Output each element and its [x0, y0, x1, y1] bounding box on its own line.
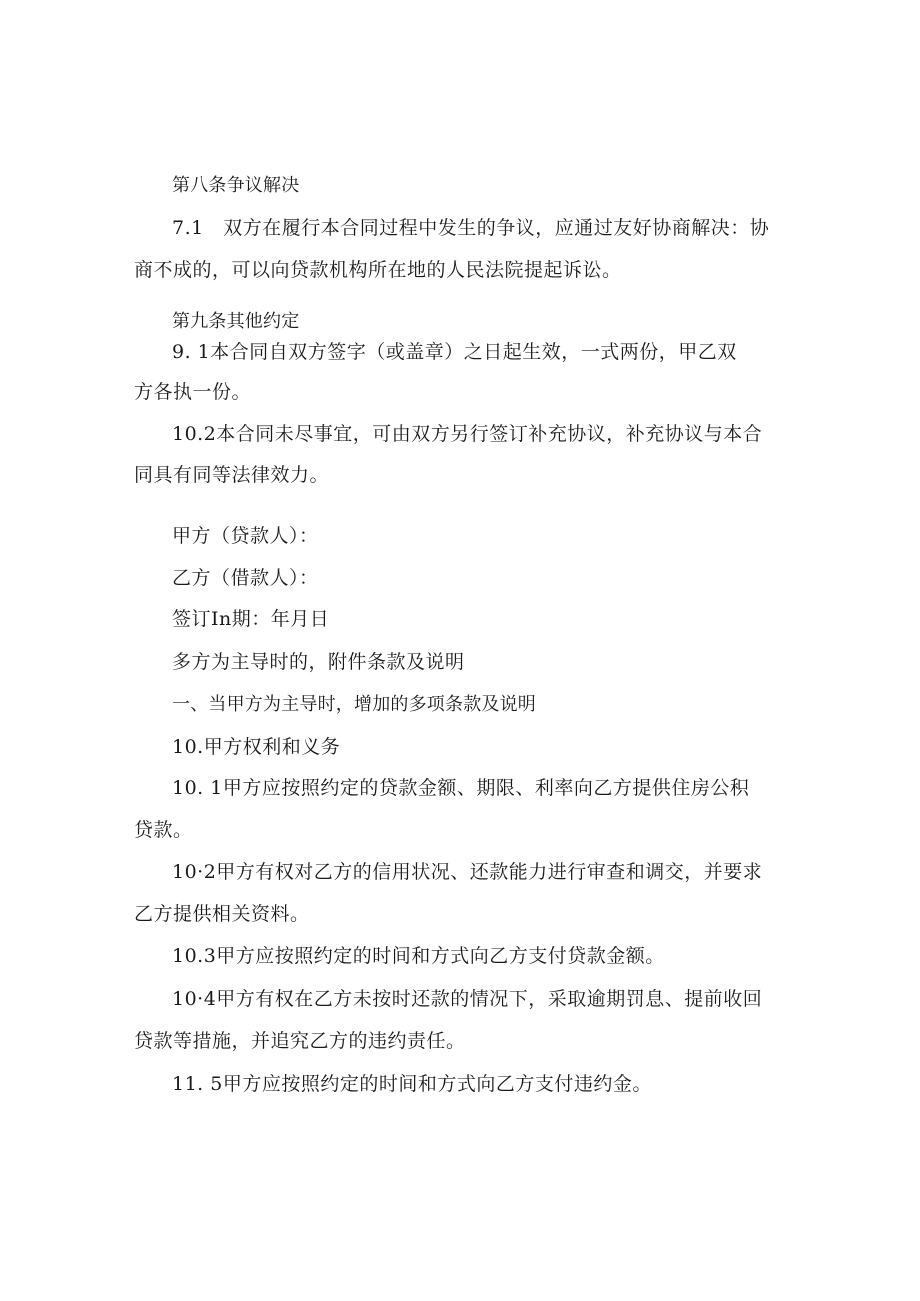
appendix-subheading: 10.甲方权利和义务 — [172, 736, 341, 758]
clause-10-1-line-2: 贷款。 — [134, 819, 193, 841]
article-8-paragraph-line-2: 商不成的，可以向贷款机构所在地的人民法院提起诉讼。 — [134, 259, 622, 281]
article-9-paragraph-2-line-2: 同具有同等法律效力。 — [134, 464, 330, 486]
party-b-signature-line: 乙方（借款人）： — [172, 567, 319, 589]
article-9-paragraph-2-line-1: 10.2本合同未尽事宜，可由双方另行签订补充协议，补充协议与本合 — [172, 423, 763, 445]
article-8-paragraph-line-1: 7.1 双方在履行本合同过程中发生的争议，应通过友好协商解决：协 — [172, 217, 770, 239]
clause-10-4-line-1: 10·4甲方有权在乙方未按时还款的情况下，采取逾期罚息、提前收回 — [172, 988, 763, 1010]
article-9-paragraph-1-line-1: 9. 1本合同自双方签字（或盖章）之日起生效，一式两份，甲乙双 — [172, 341, 737, 363]
clause-10-2-line-1: 10·2甲方有权对乙方的信用状况、还款能力进行审查和调交，并要求 — [172, 861, 763, 883]
appendix-section-heading: 一、当甲方为主导时，增加的多项条款及说明 — [172, 694, 536, 715]
article-9-heading: 第九条其他约定 — [172, 311, 300, 332]
clause-10-4-line-2: 贷款等措施，并追究乙方的违约责任。 — [134, 1030, 466, 1052]
clause-10-1-line-1: 10. 1甲方应按照约定的贷款金额、期限、利率向乙方提供住房公积 — [172, 777, 750, 799]
clause-10-3-line-1: 10.3甲方应按照约定的时间和方式向乙方支付贷款金额。 — [172, 945, 665, 967]
clause-10-2-line-2: 乙方提供相关资料。 — [134, 903, 310, 925]
appendix-intro: 多方为主导时的，附件条款及说明 — [172, 651, 465, 673]
party-a-signature-line: 甲方（贷款人）： — [172, 525, 319, 547]
clause-11-5-line-1: 11. 5甲方应按照约定的时间和方式向乙方支付违约金。 — [172, 1073, 652, 1095]
article-9-paragraph-1-line-2: 方各执一份。 — [134, 381, 252, 403]
signing-date-line: 签订In期：年月日 — [172, 608, 330, 630]
article-8-heading: 第八条争议解决 — [172, 175, 300, 196]
